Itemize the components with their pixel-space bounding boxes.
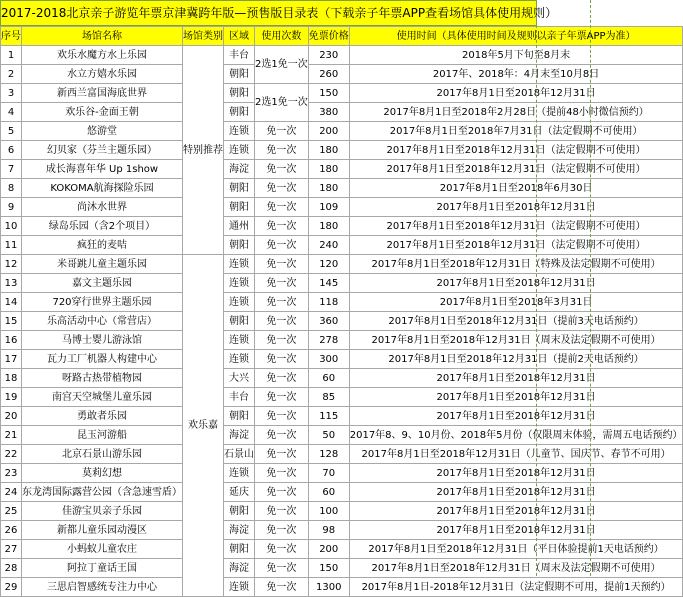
area-cell[interactable]: 海淀 xyxy=(224,559,255,578)
area-cell[interactable]: 朝阳 xyxy=(224,198,255,217)
area-cell[interactable]: 连锁 xyxy=(224,350,255,369)
price-cell[interactable]: 118 xyxy=(308,293,349,312)
usage-period-cell[interactable]: 2017年8月1日至2018年12月31日 xyxy=(349,464,683,483)
price-cell[interactable]: 180 xyxy=(308,217,349,236)
usage-times-cell[interactable]: 免一次 xyxy=(255,179,309,198)
page-break-line xyxy=(590,0,592,576)
area-cell[interactable]: 海淀 xyxy=(224,426,255,445)
sheet-title: 2017-2018北京亲子游览年票京津冀跨年版—预售版目录表（下载亲子年票APP查看场馆具体使用规则） xyxy=(0,0,537,26)
usage-period-cell[interactable]: 2017年8月1日至2018年12月31日 xyxy=(349,483,683,502)
table-row xyxy=(1,293,683,312)
table-row xyxy=(1,84,683,103)
table-row xyxy=(1,255,683,274)
price-cell[interactable]: 200 xyxy=(308,540,349,559)
usage-period-cell[interactable]: 2017年8月1日至2018年12月31日 xyxy=(349,502,683,521)
area-cell[interactable]: 朝阳 xyxy=(224,179,255,198)
row-number-cell[interactable]: 8 xyxy=(1,179,22,198)
usage-times-cell[interactable]: 免一次 xyxy=(255,160,309,179)
venue-name-cell[interactable]: 勇敢者乐园 xyxy=(22,407,183,426)
table-row xyxy=(1,141,683,160)
row-number-cell[interactable]: 16 xyxy=(1,331,22,350)
price-cell[interactable]: 230 xyxy=(308,46,349,65)
header-cell[interactable]: 区域 xyxy=(224,27,255,46)
table-row xyxy=(1,388,683,407)
table-row xyxy=(1,464,683,483)
venue-name-cell[interactable]: 尚沐水世界 xyxy=(22,198,183,217)
table-row xyxy=(1,103,683,122)
venue-name-cell[interactable]: 佳游宝贝亲子乐园 xyxy=(22,502,183,521)
row-number-cell[interactable]: 13 xyxy=(1,274,22,293)
table-row xyxy=(1,350,683,369)
area-cell[interactable]: 朝阳 xyxy=(224,502,255,521)
usage-period-cell[interactable]: 2017年8月1日至2018年12月31日（周末及法定假期不可使用） xyxy=(349,559,683,578)
venue-name-cell[interactable]: 欢乐水魔方水上乐园 xyxy=(22,46,183,65)
price-cell[interactable]: 180 xyxy=(308,160,349,179)
table-row xyxy=(1,160,683,179)
usage-period-cell[interactable]: 2017年8月1日至2018年2月28日（提前48小时微信预约） xyxy=(349,103,683,122)
row-number-cell[interactable]: 4 xyxy=(1,103,22,122)
venue-name-cell[interactable]: 新都儿童乐园动漫区 xyxy=(22,521,183,540)
area-cell[interactable]: 朝阳 xyxy=(224,84,255,103)
usage-times-cell[interactable]: 免一次 xyxy=(255,312,309,331)
usage-period-cell[interactable]: 2017年、2018年：4月末至10月8日 xyxy=(349,65,683,84)
price-cell[interactable]: 115 xyxy=(308,407,349,426)
area-cell[interactable]: 连锁 xyxy=(224,331,255,350)
row-number-cell[interactable]: 18 xyxy=(1,369,22,388)
table-row xyxy=(1,540,683,559)
row-number-cell[interactable]: 15 xyxy=(1,312,22,331)
price-cell[interactable]: 100 xyxy=(308,502,349,521)
row-number-cell[interactable]: 10 xyxy=(1,217,22,236)
table-row xyxy=(1,46,683,65)
usage-times-cell[interactable]: 免一次 xyxy=(255,331,309,350)
row-number-cell[interactable]: 2 xyxy=(1,65,22,84)
venue-name-cell[interactable]: 米哥跳儿童主题乐园 xyxy=(22,255,183,274)
area-cell[interactable]: 海淀 xyxy=(224,521,255,540)
row-number-cell[interactable]: 5 xyxy=(1,122,22,141)
venue-name-cell[interactable]: 新西兰富国海底世界 xyxy=(22,84,183,103)
table-row xyxy=(1,369,683,388)
usage-times-cell[interactable]: 免一次 xyxy=(255,426,309,445)
usage-period-cell[interactable]: 2017年8月1日至2018年12月31日（平日体验提前1天电话预约） xyxy=(349,540,683,559)
price-cell[interactable]: 360 xyxy=(308,312,349,331)
usage-times-cell[interactable]: 2选1免一次 xyxy=(255,46,309,84)
venue-name-cell[interactable]: 悠游堂 xyxy=(22,122,183,141)
usage-period-cell[interactable]: 2017年8月1日至2018年12月31日（提前3天电话预约） xyxy=(349,312,683,331)
price-cell[interactable]: 150 xyxy=(308,84,349,103)
venue-name-cell[interactable]: 绿岛乐园（含2个项目） xyxy=(22,217,183,236)
venue-name-cell[interactable]: 三思启智感统专注力中心 xyxy=(22,578,183,597)
area-cell[interactable]: 连锁 xyxy=(224,122,255,141)
usage-times-cell[interactable]: 2选1免一次 xyxy=(255,84,309,122)
venue-name-cell[interactable]: 720穿行世界主题乐园 xyxy=(22,293,183,312)
venue-name-cell[interactable]: 东龙湾国际露营公园（含急速雪盾） xyxy=(22,483,183,502)
area-cell[interactable]: 通州 xyxy=(224,217,255,236)
usage-period-cell[interactable]: 2017年8月1日至2018年12月31日 xyxy=(349,521,683,540)
usage-period-cell[interactable]: 2017年8月1日至2018年12月31日 xyxy=(349,274,683,293)
usage-times-cell[interactable]: 免一次 xyxy=(255,122,309,141)
price-cell[interactable]: 98 xyxy=(308,521,349,540)
area-cell[interactable]: 朝阳 xyxy=(224,540,255,559)
area-cell[interactable]: 丰台 xyxy=(224,388,255,407)
usage-times-cell[interactable]: 免一次 xyxy=(255,369,309,388)
venue-name-cell[interactable]: 马博士婴儿游泳馆 xyxy=(22,331,183,350)
venue-name-cell[interactable]: 莫莉幻想 xyxy=(22,464,183,483)
usage-times-cell[interactable]: 免一次 xyxy=(255,255,309,274)
usage-times-cell[interactable]: 免一次 xyxy=(255,540,309,559)
venue-name-cell[interactable]: 南宫天空城堡儿童乐园 xyxy=(22,388,183,407)
category-cell[interactable]: 欢乐嘉 xyxy=(183,255,224,597)
category-cell[interactable]: 特别推荐 xyxy=(183,46,224,255)
table-row xyxy=(1,331,683,350)
row-number-cell[interactable]: 24 xyxy=(1,483,22,502)
header-cell[interactable]: 使用时间（具体使用时间及规则以亲子年票APP为准） xyxy=(349,27,683,46)
area-cell[interactable]: 连锁 xyxy=(224,141,255,160)
area-cell[interactable]: 海淀 xyxy=(224,160,255,179)
usage-times-cell[interactable]: 免一次 xyxy=(255,445,309,464)
price-cell[interactable]: 120 xyxy=(308,255,349,274)
table-row xyxy=(1,217,683,236)
header-cell[interactable]: 场馆类别 xyxy=(183,27,224,46)
row-number-cell[interactable]: 28 xyxy=(1,559,22,578)
usage-period-cell[interactable]: 2017年8、9、10月份、2018年5月份（仅限周末体验，需周五电话预约） xyxy=(349,426,683,445)
venue-name-cell[interactable]: KOKOMA航海探险乐园 xyxy=(22,179,183,198)
table-row xyxy=(1,445,683,464)
price-cell[interactable]: 180 xyxy=(308,141,349,160)
area-cell[interactable]: 朝阳 xyxy=(224,103,255,122)
table-row xyxy=(1,426,683,445)
usage-times-cell[interactable]: 免一次 xyxy=(255,502,309,521)
usage-period-cell[interactable]: 2017年8月1日至2018年12月31日（法定假期不可使用） xyxy=(349,217,683,236)
row-number-cell[interactable]: 26 xyxy=(1,521,22,540)
row-number-cell[interactable]: 17 xyxy=(1,350,22,369)
header-cell[interactable]: 使用次数 xyxy=(255,27,309,46)
table-row xyxy=(1,407,683,426)
row-number-cell[interactable]: 27 xyxy=(1,540,22,559)
table-row xyxy=(1,312,683,331)
row-number-cell[interactable]: 23 xyxy=(1,464,22,483)
row-number-cell[interactable]: 12 xyxy=(1,255,22,274)
price-cell[interactable]: 260 xyxy=(308,65,349,84)
usage-times-cell[interactable]: 免一次 xyxy=(255,217,309,236)
usage-period-cell[interactable]: 2017年8月1日至2018年12月31日 xyxy=(349,198,683,217)
price-cell[interactable]: 380 xyxy=(308,103,349,122)
usage-period-cell[interactable]: 2017年8月1日至2018年12月31日 xyxy=(349,369,683,388)
row-number-cell[interactable]: 20 xyxy=(1,407,22,426)
header-cell[interactable]: 序号 xyxy=(1,27,22,46)
price-cell[interactable]: 300 xyxy=(308,350,349,369)
area-cell[interactable]: 连锁 xyxy=(224,464,255,483)
usage-times-cell[interactable]: 免一次 xyxy=(255,293,309,312)
usage-period-cell[interactable]: 2017年8月1日至2018年12月31日（提前2天电话预约） xyxy=(349,350,683,369)
table-row xyxy=(1,65,683,84)
usage-period-cell[interactable]: 2017年8月1日至2018年12月31日 xyxy=(349,407,683,426)
row-number-cell[interactable]: 14 xyxy=(1,293,22,312)
area-cell[interactable]: 朝阳 xyxy=(224,65,255,84)
table-row xyxy=(1,578,683,597)
price-cell[interactable]: 109 xyxy=(308,198,349,217)
venue-name-cell[interactable]: 北京石景山游乐园 xyxy=(22,445,183,464)
price-cell[interactable]: 50 xyxy=(308,426,349,445)
area-cell[interactable]: 丰台 xyxy=(224,46,255,65)
table-row xyxy=(1,236,683,255)
price-cell[interactable]: 240 xyxy=(308,236,349,255)
row-number-cell[interactable]: 11 xyxy=(1,236,22,255)
venue-name-cell[interactable]: 欢乐谷-金面王朝 xyxy=(22,103,183,122)
header-cell[interactable]: 免票价格 xyxy=(308,27,349,46)
usage-times-cell[interactable]: 免一次 xyxy=(255,141,309,160)
page-break-line xyxy=(536,0,538,576)
usage-period-cell[interactable]: 2017年8月1日至2018年12月31日 xyxy=(349,388,683,407)
usage-period-cell[interactable]: 2017年8月1日至2018年6月30日 xyxy=(349,179,683,198)
area-cell[interactable]: 大兴 xyxy=(224,369,255,388)
row-number-cell[interactable]: 29 xyxy=(1,578,22,597)
table-row xyxy=(1,521,683,540)
price-cell[interactable]: 70 xyxy=(308,464,349,483)
row-number-cell[interactable]: 3 xyxy=(1,84,22,103)
venue-name-cell[interactable]: 瓦力工厂机器人构建中心 xyxy=(22,350,183,369)
usage-period-cell[interactable]: 2017年8月1日至2018年12月31日（法定假期不可使用） xyxy=(349,236,683,255)
venue-name-cell[interactable]: 嘉文主题乐园 xyxy=(22,274,183,293)
venue-name-cell[interactable]: 成长海喜年华 Up 1show xyxy=(22,160,183,179)
table-row xyxy=(1,274,683,293)
header-cell[interactable]: 场馆名称 xyxy=(22,27,183,46)
price-cell[interactable]: 200 xyxy=(308,122,349,141)
price-cell[interactable]: 145 xyxy=(308,274,349,293)
usage-period-cell[interactable]: 2017年8月1日至2018年3月31日 xyxy=(349,293,683,312)
usage-period-cell[interactable]: 2017年8月1日-2018年12月31日（法定假期不可用，提前1天预约） xyxy=(349,578,683,597)
row-number-cell[interactable]: 1 xyxy=(1,46,22,65)
usage-period-cell[interactable]: 2017年8月1日至2018年12月31日（法定假期不可使用） xyxy=(349,160,683,179)
area-cell[interactable]: 朝阳 xyxy=(224,407,255,426)
usage-times-cell[interactable]: 免一次 xyxy=(255,483,309,502)
usage-times-cell[interactable]: 免一次 xyxy=(255,236,309,255)
price-cell[interactable]: 150 xyxy=(308,559,349,578)
price-cell[interactable]: 60 xyxy=(308,483,349,502)
row-number-cell[interactable]: 6 xyxy=(1,141,22,160)
usage-period-cell[interactable]: 2017年8月1日至2018年12月31日 xyxy=(349,84,683,103)
area-cell[interactable]: 连锁 xyxy=(224,255,255,274)
usage-times-cell[interactable]: 免一次 xyxy=(255,388,309,407)
usage-period-cell[interactable]: 2017年8月1日至2018年12月31日（特殊及法定假期不可使用） xyxy=(349,255,683,274)
venue-table xyxy=(0,26,683,597)
table-row xyxy=(1,179,683,198)
table-row xyxy=(1,559,683,578)
area-cell[interactable]: 朝阳 xyxy=(224,312,255,331)
venue-name-cell[interactable]: 小蚂蚁儿童农庄 xyxy=(22,540,183,559)
usage-times-cell[interactable]: 免一次 xyxy=(255,559,309,578)
price-cell[interactable]: 278 xyxy=(308,331,349,350)
row-number-cell[interactable]: 22 xyxy=(1,445,22,464)
area-cell[interactable]: 朝阳 xyxy=(224,236,255,255)
venue-name-cell[interactable]: 乐高活动中心（常营店） xyxy=(22,312,183,331)
price-cell[interactable]: 1300 xyxy=(308,578,349,597)
usage-times-cell[interactable]: 免一次 xyxy=(255,274,309,293)
table-row xyxy=(1,122,683,141)
price-cell[interactable]: 128 xyxy=(308,445,349,464)
usage-times-cell[interactable]: 免一次 xyxy=(255,198,309,217)
row-number-cell[interactable]: 25 xyxy=(1,502,22,521)
price-cell[interactable]: 85 xyxy=(308,388,349,407)
row-number-cell[interactable]: 21 xyxy=(1,426,22,445)
area-cell[interactable]: 连锁 xyxy=(224,293,255,312)
table-row xyxy=(1,198,683,217)
usage-period-cell[interactable]: 2017年8月1日至2018年12月31日（周末及法定假期不可使用） xyxy=(349,331,683,350)
price-cell[interactable]: 180 xyxy=(308,179,349,198)
usage-period-cell[interactable]: 2017年8月1日至2018年7月31日（法定假期不可使用） xyxy=(349,122,683,141)
usage-times-cell[interactable]: 免一次 xyxy=(255,407,309,426)
usage-period-cell[interactable]: 2018年5月下旬至8月末 xyxy=(349,46,683,65)
header-row xyxy=(1,27,683,46)
venue-name-cell[interactable]: 阿拉丁童话王国 xyxy=(22,559,183,578)
area-cell[interactable]: 延庆 xyxy=(224,483,255,502)
venue-name-cell[interactable]: 疯狂的麦咭 xyxy=(22,236,183,255)
usage-times-cell[interactable]: 免一次 xyxy=(255,578,309,597)
row-number-cell[interactable]: 9 xyxy=(1,198,22,217)
usage-times-cell[interactable]: 免一次 xyxy=(255,464,309,483)
area-cell[interactable]: 连锁 xyxy=(224,274,255,293)
table-row xyxy=(1,483,683,502)
venue-name-cell[interactable]: 呀路古热带植物园 xyxy=(22,369,183,388)
usage-period-cell[interactable]: 2017年8月1日至2018年12月31日（法定假期不可使用） xyxy=(349,141,683,160)
price-cell[interactable]: 60 xyxy=(308,369,349,388)
area-cell[interactable]: 连锁 xyxy=(224,578,255,597)
usage-times-cell[interactable]: 免一次 xyxy=(255,350,309,369)
venue-name-cell[interactable]: 昆玉河游船 xyxy=(22,426,183,445)
row-number-cell[interactable]: 19 xyxy=(1,388,22,407)
venue-name-cell[interactable]: 幻贝家（芬兰主题乐园） xyxy=(22,141,183,160)
row-number-cell[interactable]: 7 xyxy=(1,160,22,179)
table-row xyxy=(1,502,683,521)
usage-times-cell[interactable]: 免一次 xyxy=(255,521,309,540)
area-cell[interactable]: 石景山 xyxy=(224,445,255,464)
usage-period-cell[interactable]: 2017年8月1日至2018年12月31日（儿童节、国庆节、春节不可用） xyxy=(349,445,683,464)
venue-name-cell[interactable]: 水立方嬉水乐园 xyxy=(22,65,183,84)
